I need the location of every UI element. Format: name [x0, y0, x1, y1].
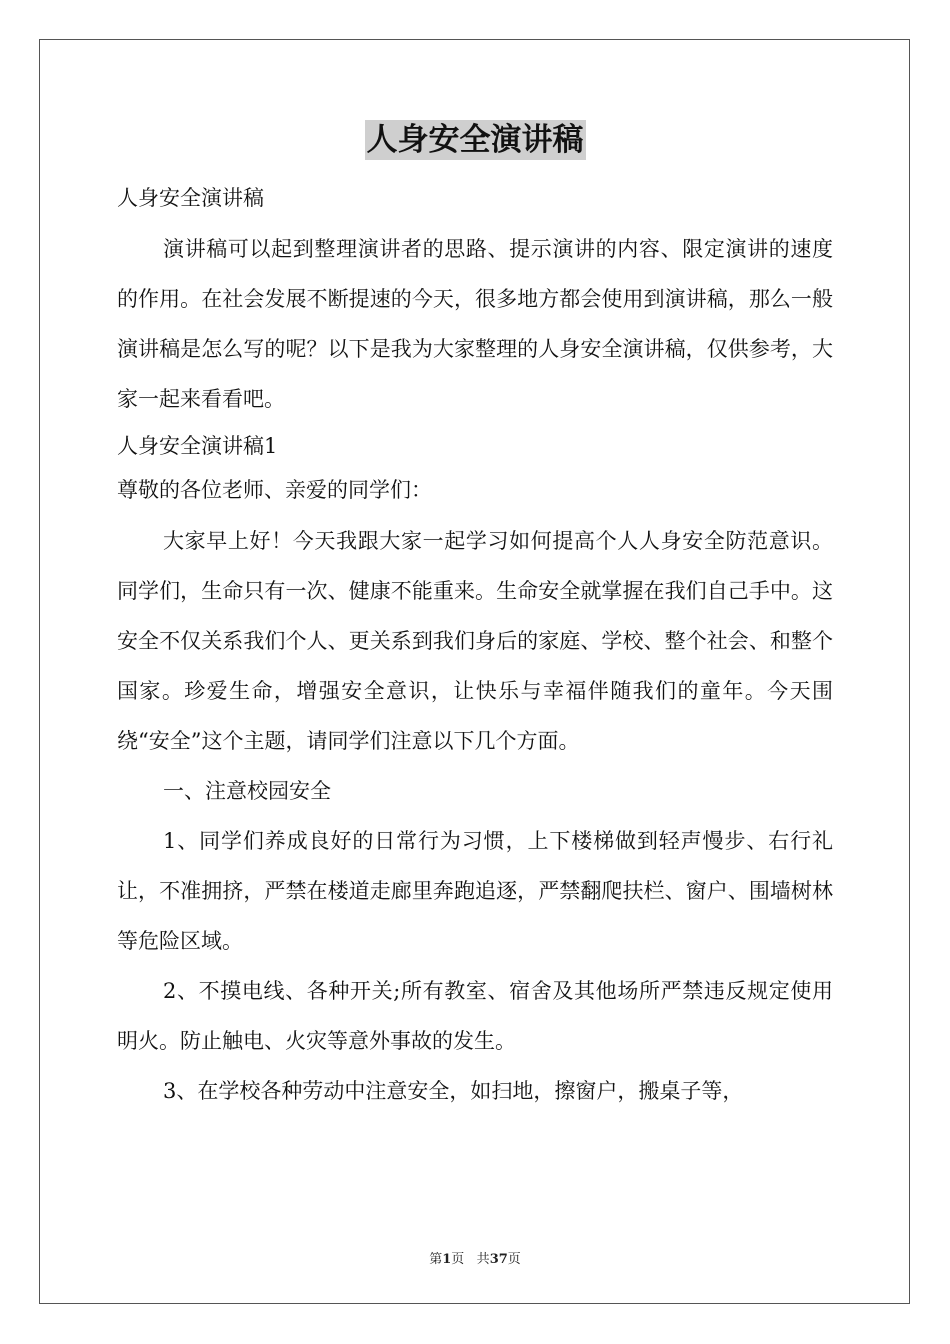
salutation-paragraph: 尊敬的各位老师、亲爱的同学们：: [117, 478, 432, 502]
list-item-1: 1、同学们养成良好的日常行为习惯，上下楼梯做到轻声慢步、右行礼让，不准拥挤，严禁在楼道走廊里奔跑追逐，严禁翻爬扶栏、窗户、围墙树林等危险区域。: [117, 829, 833, 953]
total-pages: 37: [489, 1252, 508, 1267]
section-heading: 人身安全演讲稿1: [117, 434, 278, 458]
subtitle-paragraph: 人身安全演讲稿: [117, 186, 264, 210]
page-suffix: 页: [451, 1252, 465, 1267]
total-prefix: 共: [476, 1252, 490, 1267]
page-prefix: 第: [429, 1252, 443, 1267]
list-heading-campus-safety: 一、注意校园安全: [163, 779, 331, 803]
page-footer: [0, 1248, 950, 1267]
intro-paragraph: 演讲稿可以起到整理演讲者的思路、提示演讲的内容、限定演讲的速度的作用。在社会发展不断提速的今天，很多地方都会使用到演讲稿，那么一般演讲稿是怎么写的呢？以下是我为大家整理的人身安全演讲稿，仅供参考，大家一起来看看吧。: [117, 237, 833, 411]
document-body: [117, 120, 833, 1116]
list-item-3: 3、在学校各种劳动中注意安全，如扫地，擦窗户，搬桌子等，: [163, 1079, 744, 1103]
page-number: 1: [442, 1252, 452, 1267]
body-paragraph-greeting: 大家早上好！今天我跟大家一起学习如何提高个人人身安全防范意识。同学们，生命只有一次、健康不能重来。生命安全就掌握在我们自己手中。这安全不仅关系我们个人、更关系到我们身后的家庭、学校、整个社会、和整个国家。珍爱生命，增强安全意识，让快乐与幸福伴随我们的童年。今天围绕“安全”这个主题，请同学们注意以下几个方面。: [117, 529, 833, 753]
list-item-2: 2、不摸电线、各种开关;所有教室、宿舍及其他场所严禁违反规定使用明火。防止触电、火灾等意外事故的发生。: [117, 979, 833, 1053]
title-container: [117, 120, 833, 176]
document-title: 人身安全演讲稿: [366, 122, 584, 158]
total-suffix: 页: [507, 1252, 521, 1267]
